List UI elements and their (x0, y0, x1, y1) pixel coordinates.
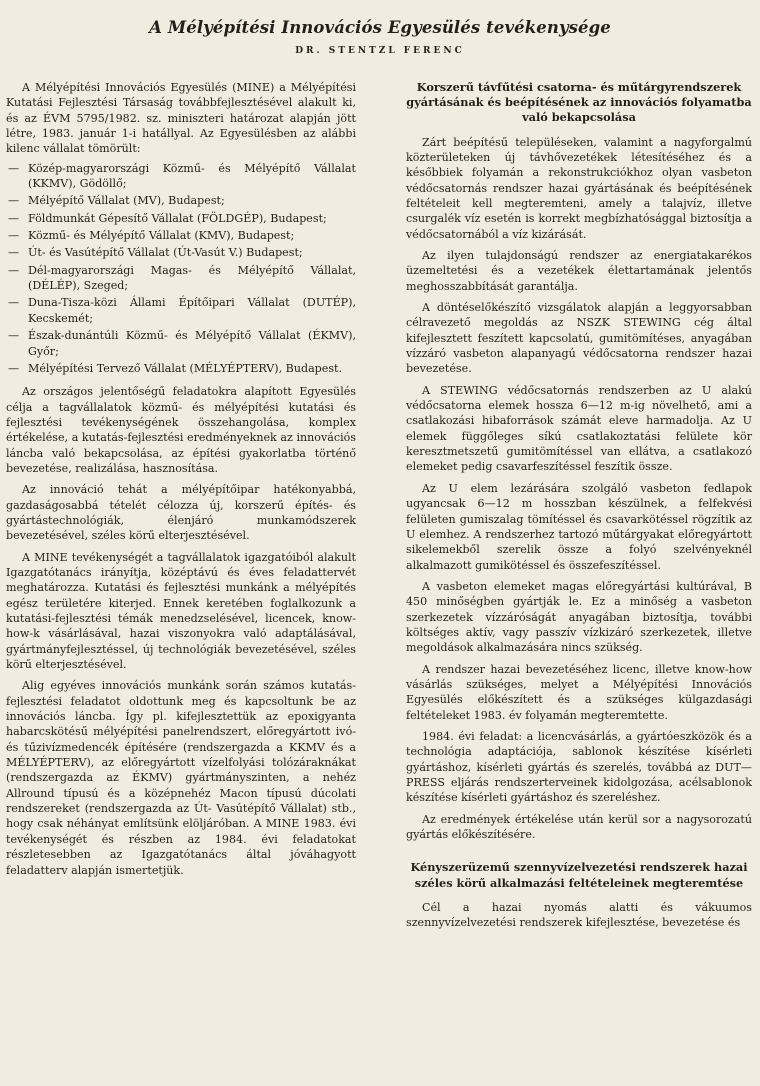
list-item: — Mélyépítő Vállalat (MV), Budapest; (8, 194, 225, 208)
left-column (6, 80, 356, 884)
body-paragraph: Az eredmények értékelése után kerül sor a nagysorozatú gyártás előkészítésére. (406, 812, 752, 842)
body-paragraph: A döntéselőkészítő vizsgálatok alapján a leggyorsabban célravezető megoldás az NSZK STEWING cég által kifejlesztett feszített kapcsolatú, gumitömítéses, anyagában vízzáró vasbeton alapanyagú védőcsatorna rendszer hazai bevezetése. (406, 301, 752, 376)
list-item: — Közmű- és Mélyépítő Vállalat (KMV), Budapest; (8, 229, 295, 243)
body-paragraph: Az országos jelentőségű feladatokra alapított Egyesülés célja a tagvállalatok közmű- és mélyépítési kutatási és fejlesztési tevékenységének összehangolása, komplex értékelése, a kutatás-fejlesztési eredményeknek az innovációs láncba való bekapcsolása, az építési gyakorlatba történő bevezetése, realizálása, hasznosítása. (6, 385, 356, 475)
list-item: — Út- és Vasútépítő Vállalat (Út-Vasút V.) Budapest; (8, 246, 303, 260)
section-heading: Kényszerüzemű szennyvízelvezetési rendszerek hazai széles körű alkalmazási feltételeinek megteremtése (410, 860, 748, 890)
body-paragraph: Alig egyéves innovációs munkánk során számos kutatás-fejlesztési feladatot oldottunk meg és kapcsoltunk be az innovációs láncba. Így pl. kifejlesztettük az epoxigyanta habarcskötésű mélyépítési panelrendszert, előregyártott ivó- és tűzivízmedencék építésére (rendszergazda a KKMV és a MÉLYÉPTERV), az előregyártott vízelfolyási tolózáraknákat (rendszergazda az ÉKMV) gyártmányszinten, a nehéz Allround típusú és a középnehéz Macon típusú dúcolati rendszereket (rendszergazda az Út- Vasútépítő Vállalat) stb., hogy csak néhányat említsünk elöljáróban. A MINE 1983. évi tevékenységét és részben az 1984. évi feladatokat részletesebben az Igazgatótanács által jóváhagyott feladatterv alapján ismertetjük. (6, 679, 356, 877)
list-item: — Észak-dunántúli Közmű- és Mélyépítő Vállalat (ÉKMV), Győr; (8, 329, 356, 358)
list-item: — Duna-Tisza-közi Állami Építőipari Vállalat (DUTÉP), Kecskemét; (8, 296, 356, 325)
body-paragraph: Az U elem lezárására szolgáló vasbeton fedlapok ugyancsak 6—12 m hosszban készülnek, a felfekvési felületen gumiszalag tömítéssel és csavarkötéssel rögzítik az U elemhez. A rendszerhez tartozó műtárgyakat előregyártott sikelemekből szerelik össze a folyó szelvényeknél alkalmazott gumikötéssel és összefeszítéssel. (406, 481, 752, 572)
body-paragraph: Zárt beépítésű településeken, valamint a nagyforgalmú közterületeken új távhővezetékek létesítéséhez és a későbbiek folyamán a rekonstrukciókhoz olyan vasbeton védőcsatornás rendszer hazai gyártásának és beépítésének feltételeit kell megteremteni, amely a talajvíz, illetve csurgalék víz esetén is korrekt megbízhatósággal biztosítja a védőcsatornából a víz kizárását. (406, 135, 752, 241)
list-item: — Földmunkát Gépesítő Vállalat (FÖLDGÉP), Budapest; (8, 211, 327, 225)
section-heading: Korszerű távfűtési csatorna- és műtárgyrendszerek gyártásának és beépítésének az innovációs folyamatba való bekapcsolása (406, 80, 752, 125)
right-column (406, 80, 752, 936)
list-item: — Mélyépítési Tervező Vállalat (MÉLYÉPTERV), Budapest. (8, 361, 343, 375)
article-author: DR. STENTZL FERENC (295, 46, 465, 56)
article-title: A Mélyépítési Innovációs Egyesülés tevékenysége (149, 18, 611, 37)
body-paragraph: A rendszer hazai bevezetéséhez licenc, illetve know-how vásárlás szükséges, melyet a Mélyépítési Innovációs Egyesülés előkészített és a szükséges külgazdasági feltételeket 1983. év folyamán megteremtette. (406, 662, 752, 722)
body-paragraph: Az ilyen tulajdonságú rendszer az energiatakarékos üzemeltetési és a vezetékek élettartamának jelentős meghosszabbítását garantálja. (406, 249, 752, 293)
body-paragraph: 1984. évi feladat: a licencvásárlás, a gyártóeszközök és a technológia adaptációja, sablonok készítése kísérleti gyártáshoz, kísérleti gyártás és szerelés, továbbá az DUT—PRESS eljárás rendszerterveinek kidolgozása, acélsablonok készítése kísérleti gyártáshoz és szereléshez. (406, 729, 752, 805)
list-item: — Közép-magyarországi Közmű- és Mélyépítő Vállalat (KKMV), Gödöllő; (8, 161, 356, 191)
intro-paragraph: A Mélyépítési Innovációs Egyesülés (MINE) a Mélyépítési Kutatási Fejlesztési Társaság továbbfejlesztésével alakult ki, és az ÉVM 5795/1982. sz. miniszteri határozat alapján jött létre, 1983. január 1-i hatállyal. Az Egyesülésben az alábbi kilenc vállalat tömörült: (6, 81, 356, 156)
body-paragraph: A vasbeton elemeket magas előregyártási kultúrával, B 450 minőségben gyártják le. Ez a minőség a vasbeton szerkezetek vízzáróságát anyagában biztosítja, további költséges aktív, vagy passzív vízkizáró szerkezetek, illetve megoldások alkalmazására nincs szükség. (406, 579, 752, 655)
body-paragraph: A STEWING védőcsatornás rendszerben az U alakú védőcsatorna elemek hossza 6—12 m-ig növelhető, ami a csatlakozási hibaforrások számát eleve harmadolja. Az U elemek függőleges síkú csatlakoztatási felülete kör keresztmetszetű gumitömítéssel van ellátva, a csatlakozó elemeket pedig csavarfeszítéssel feszítik össze. (406, 383, 752, 474)
body-paragraph: Cél a hazai nyomás alatti és vákuumos szennyvízelvezetési rendszerek kifejlesztése, bevezetése és (406, 900, 752, 930)
body-paragraph: Az innováció tehát a mélyépítőipar hatékonyabbá, gazdaságosabbá tételét célozza új, korszerű építés- és gyártástechnológiák, élenjáró munkamódszerek bevezetésével, széles körű elterjesztésével. (6, 483, 356, 543)
body-paragraph: A MINE tevékenységét a tagvállalatok igazgatóiból alakult Igazgatótanács irányítja, középtávú és éves feladattervét meghatározza. Kutatási és fejlesztési munkánk a mélyépítés egész területére kiterjed. Ennek keretében foglalkozunk a kutatási-fejlesztési témák menedzselésével, licencek, know-how-k vásárlásával, hazai viszonyokra való adaptálásával, gyártmányfejlesztéssel, új technológiák bevezetésével, széles körű elterjesztésével. (6, 550, 356, 672)
member-list (6, 161, 356, 376)
list-item: — Dél-magyarországi Magas- és Mélyépítő Vállalat, (DÉLÉP), Szeged; (8, 263, 356, 293)
